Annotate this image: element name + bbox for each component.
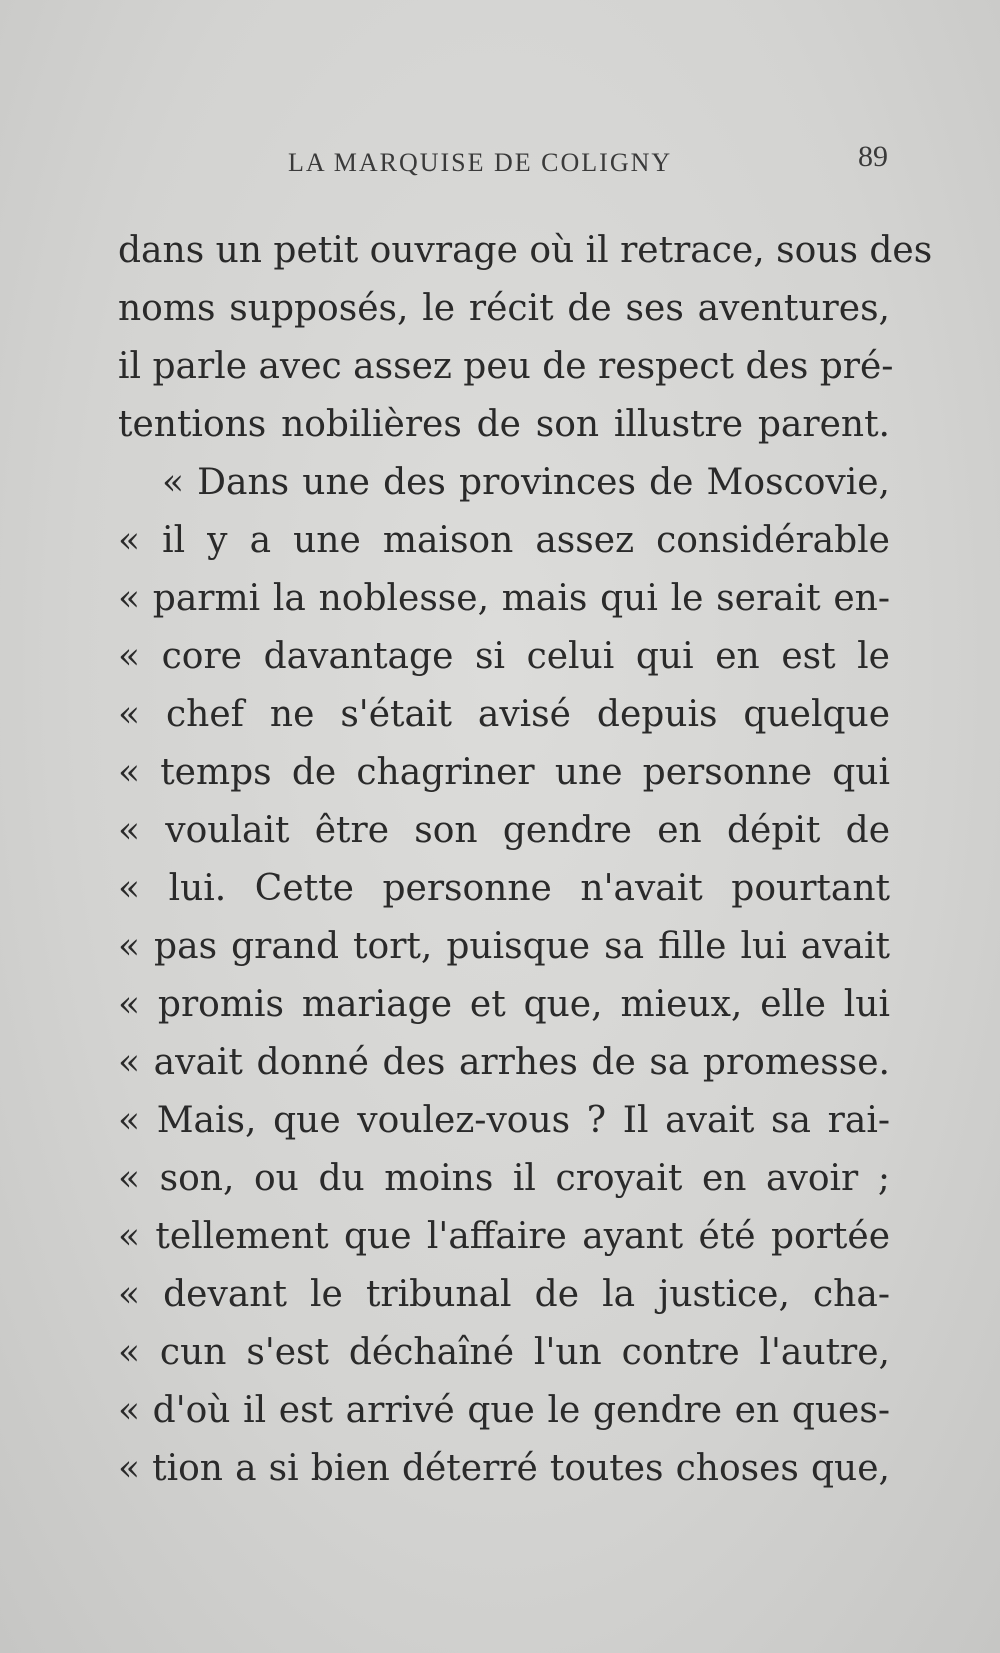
- page-header: [118, 140, 888, 190]
- text-line: « cun s'est déchaîné l'un contre l'autre,: [118, 1332, 890, 1373]
- text-line: « son, ou du moins il croyait en avoir ;: [118, 1158, 890, 1199]
- body-text: [118, 222, 933, 1498]
- running-title: LA MARQUISE DE COLIGNY: [288, 148, 673, 177]
- text-line: « tion a si bien déterré toutes choses que,: [118, 1448, 890, 1489]
- text-line: « core davantage si celui qui en est le: [118, 636, 890, 677]
- text-line: tentions nobilières de son illustre parent.: [118, 404, 890, 445]
- text-line: « Dans une des provinces de Moscovie,: [162, 462, 890, 503]
- text-line: « lui. Cette personne n'avait pourtant: [118, 868, 890, 909]
- text-line: « d'où il est arrivé que le gendre en ques-: [118, 1390, 890, 1431]
- text-line: « voulait être son gendre en dépit de: [118, 810, 890, 851]
- text-line: « tellement que l'affaire ayant été portée: [118, 1216, 890, 1257]
- text-line: dans un petit ouvrage où il retrace, sous des: [118, 230, 933, 271]
- page-number: 89: [858, 140, 888, 173]
- text-line: « chef ne s'était avisé depuis quelque: [118, 694, 890, 735]
- text-line: « parmi la noblesse, mais qui le serait en-: [118, 578, 890, 619]
- text-line: « promis mariage et que, mieux, elle lui: [118, 984, 890, 1025]
- text-line: « Mais, que voulez-vous ? Il avait sa rai-: [118, 1100, 890, 1141]
- text-line: « pas grand tort, puisque sa fille lui avait: [118, 926, 890, 967]
- text-line: noms supposés, le récit de ses aventures,: [118, 288, 890, 329]
- text-line: « il y a une maison assez considérable: [118, 520, 890, 561]
- text-line: « devant le tribunal de la justice, cha-: [118, 1274, 890, 1315]
- text-line: « temps de chagriner une personne qui: [118, 752, 890, 793]
- text-line: il parle avec assez peu de respect des pré-: [118, 346, 894, 387]
- text-line: « avait donné des arrhes de sa promesse.: [118, 1042, 890, 1083]
